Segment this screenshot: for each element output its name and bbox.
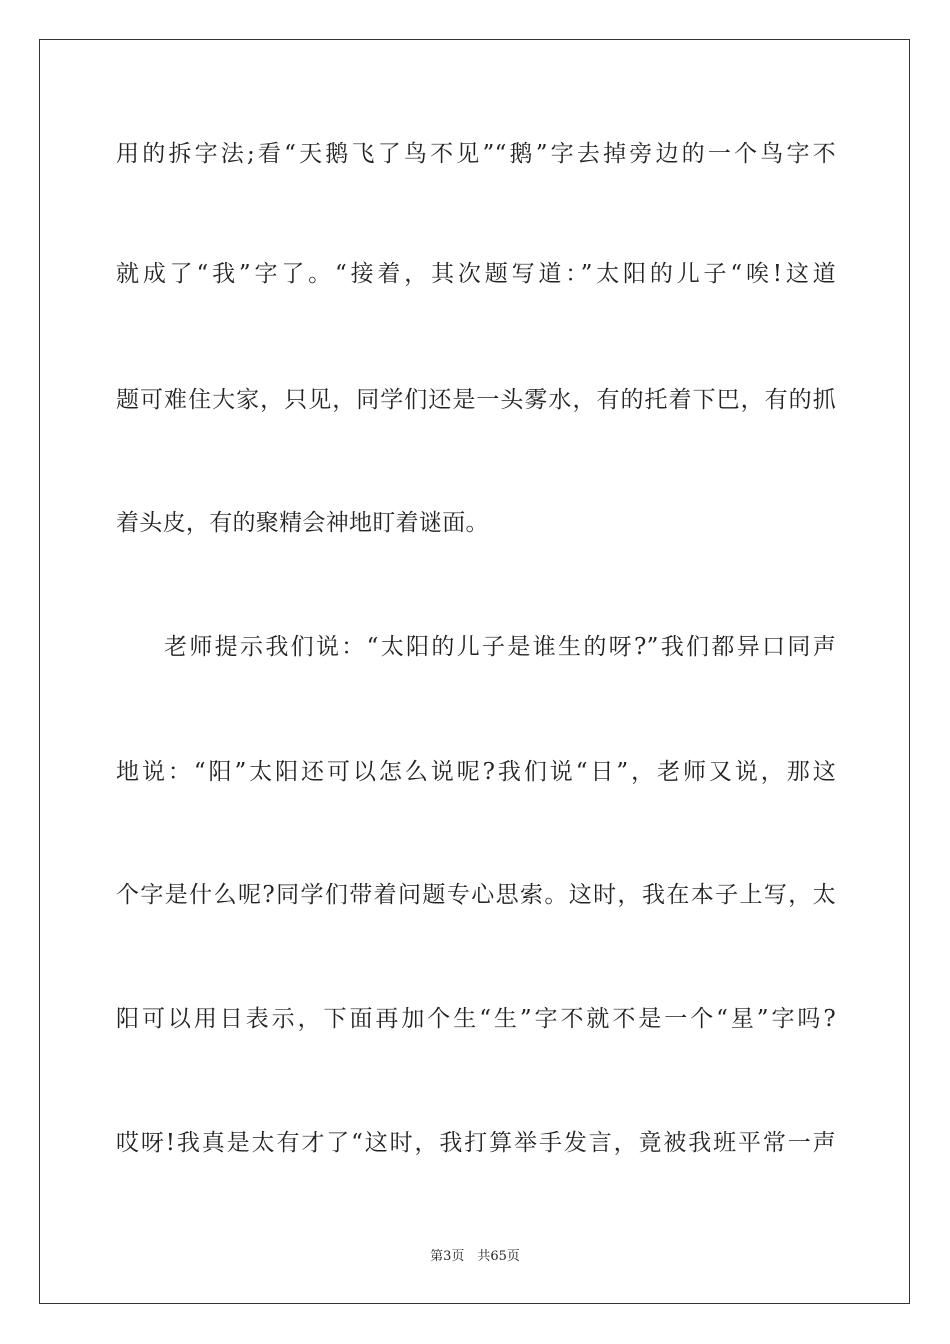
text-line-8: 阳可以用日表示，下面再加个生“生”字不就不是一个“星”字吗? [116,1006,836,1032]
text-line-5: 老师提示我们说：“太阳的儿子是谁生的呀?”我们都异口同声 [164,634,836,660]
page-border [39,39,910,1304]
text-line-9: 哎呀!我真是太有才了“这时，我打算举手发言，竟被我班平常一声 [116,1130,836,1156]
text-line-7: 个字是什么呢?同学们带着问题专心思索。这时，我在本子上写，太 [116,882,836,908]
text-line-2: 就成了“我”字了。“接着，其次题写道：”太阳的儿子“唉!这道 [116,261,836,287]
text-line-3: 题可难住大家，只见，同学们还是一头雾水，有的托着下巴，有的抓 [116,387,836,413]
text-line-4: 着头皮，有的聚精会神地盯着谜面。 [116,510,489,536]
text-line-1: 用的拆字法;看“天鹅飞了鸟不见”“鹅”字去掉旁边的一个鸟字不 [116,141,836,167]
page-number-footer: 第3页 共65页 [430,1249,520,1264]
text-line-6: 地说：“阳”太阳还可以怎么说呢?我们说“日”，老师又说，那这 [116,759,836,785]
